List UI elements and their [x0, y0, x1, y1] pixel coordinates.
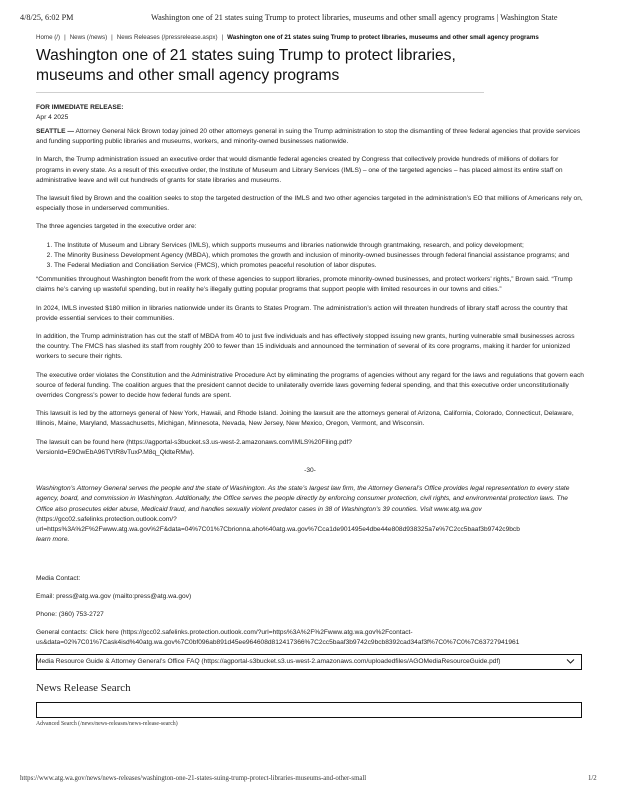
- search-section: [36, 0, 582, 800]
- about-text: Washington’s Attorney General serves the people and the state of Washington. As the state’s largest law firm, the Attorney General’s Office provides legal representation to every state agency, board, and commission in Washington. Additionally, the Office serves the people directly by enforcing consumer protection, civil rights, and environmental protection laws. The Office also prosecutes elder abuse, Medicaid fraud, and handles sexually violent predator cases in 38 of Washington’s 39 counties.: [36, 485, 570, 513]
- news-search-input[interactable]: [36, 702, 582, 718]
- print-datetime: 4/8/25, 6:02 PM: [20, 13, 74, 22]
- paragraph: The executive order violates the Constitution and the Administrative Procedure Act by eliminating the programs of agencies without any regard for the laws and regulations that govern each source of federal funding. The coalition argues that the president cannot decide to unilaterally override laws governing federal spending, and that this executive order unconstitutionally overrides Congress’s power to decide how federal funds are spent.: [36, 371, 584, 400]
- chevron-down-icon: [566, 657, 575, 667]
- paragraph: The three agencies targeted in the executive order are:: [36, 223, 197, 231]
- release-date: Apr 4 2025: [36, 114, 69, 121]
- media-email[interactable]: Email: press@atg.wa.gov (mailto:press@atg.wa.gov): [36, 592, 192, 600]
- breadcrumb-news[interactable]: News (/news): [69, 34, 108, 41]
- dateline: SEATTLE —: [36, 128, 74, 135]
- list-item: 2. The Minority Business Development Agency (MBDA), which promotes the growth and inclusion of minority-owned businesses through federal financial assistance programs; and: [54, 251, 584, 261]
- media-resource-guide-link[interactable]: Media Resource Guide & Attorney General’s Office FAQ (https://agportal-s3bucket.s3.us-west-2.amazonaws.com/uploadedfiles/AGOMediaResourceGuide.pdf): [36, 657, 501, 665]
- advanced-search-link[interactable]: Advanced Search (/news/news-releases/news-release-search): [36, 721, 178, 727]
- media-contact-label: Media Contact:: [36, 574, 81, 582]
- release-label: FOR IMMEDIATE RELEASE:: [36, 104, 124, 111]
- paragraph: The lawsuit filed by Brown and the coalition seeks to stop the targeted destruction of the IMLS and two other agencies targeted in the administration’s EO that millions of Americans rely on, especially those in underserved communities.: [36, 195, 583, 213]
- news-release-search-title: News Release Search: [36, 682, 131, 694]
- breadcrumb-separator: |: [64, 34, 66, 41]
- breadcrumb-separator: |: [111, 34, 113, 41]
- about-link-line2[interactable]: url=https%3A%2F%2Fwww.atg.wa.gov%2F&data=04%7C01%7Cbrionna.aho%40atg.wa.gov%7Cca1de901495e4dbe44e808d938325a7e%7C2cc5baaf3b9742c9bcb: [36, 526, 520, 534]
- list-item: 1. The Institute of Museum and Library Services (IMLS), which supports museums and libraries nationwide through grantmaking, research, and policy development;: [54, 241, 584, 251]
- lawsuit-link-line1: The lawsuit can be found here (https://agportal-s3bucket.s3.us-west-2.amazonaws.com/IMLS%20Filing.pdf?: [36, 438, 352, 446]
- media-phone: Phone: (360) 753-2727: [36, 610, 104, 618]
- paragraph: In March, the Trump administration issued an executive order that would dismantle federal agencies created by Congress that collectively provide hundreds of millions of dollars for programs in every state. As a result of this executive order, the Institute of Museum and Library Services (IMLS) – one of the targeted agencies – has placed almost its entire staff on administrative leave and will cut hundreds of grants for state libraries and museums.: [36, 156, 563, 184]
- print-page-title: Washington one of 21 states suing Trump to protect libraries, museums and other small agency programs | Washington State: [151, 13, 558, 22]
- breadcrumb-separator: |: [221, 34, 224, 41]
- breadcrumb-news-releases[interactable]: News Releases (/pressrelease.aspx): [116, 34, 218, 41]
- lead-text: Attorney General Nick Brown today joined 20 other attorneys general in suing the Trump administration to stop the dismantling of three federal agencies that provide services and funding supporting public libraries and museums, workers, and minority-owned businesses nationwide.: [36, 128, 581, 146]
- about-link-line1[interactable]: (https://gcc02.safelinks.protection.outlook.com/?: [36, 515, 177, 523]
- general-contacts-line2[interactable]: us&data=02%7C01%7Cask4isd%40atg.wa.gov%7C0bf096ab891d45ee964608d812417366%7C2cc5baaf3b9742c9bcb8392cad34af3f%7C0%7C0%7C63727941961: [36, 639, 520, 647]
- paragraph: In 2024, IMLS invested $180 million in libraries nationwide under its Grants to States Program. The administration’s action will threaten hundreds of library staff across the country that provide essential services to their communities.: [36, 304, 568, 322]
- general-contacts-line1[interactable]: General contacts: Click here (https://gcc02.safelinks.protection.outlook.com/?url=https%3A%2F%2Fwww.atg.wa.gov%2Fcontact-: [36, 629, 413, 637]
- paragraph: This lawsuit is led by the attorneys general of New York, Hawaii, and Rhode Island. Joining the lawsuit are the attorneys general of Arizona, California, Colorado, Connecticut, Delaware, Illinois, Maine, Maryland, Massachusetts, Michigan, Minnesota, Nevada, New Jersey, New Mexico, Oregon, Vermont, and Wisconsin.: [36, 410, 574, 428]
- quote-paragraph: “Communities throughout Washington benefit from the work of these agencies to support libraries, promote minority-owned businesses, and protect workers’ rights,” Brown said. “Trump claims he’s carving up wasteful spending, but in reality he’s illegally gutting popular programs that support people with limited resources in our towns and cities.”: [36, 276, 573, 294]
- breadcrumb-current: Washington one of 21 states suing Trump to protect libraries, museums and other small agency programs: [227, 34, 539, 41]
- print-page-number: 1/2: [588, 775, 597, 782]
- page-title: Washington one of 21 states suing Trump to protect libraries, museums and other small agency programs: [36, 47, 456, 84]
- end-mark: -30-: [304, 467, 316, 475]
- paragraph: In addition, the Trump administration has cut the staff of MBDA from 40 to just five individuals and has effectively stopped issuing new grants, hurting vulnerable small businesses across the country. The FMCS has slashed its staff from roughly 200 to fewer than 15 individuals and announced the termination of several of its core programs, making it harder for unionized workers to secure their rights.: [36, 333, 575, 361]
- breadcrumb-home[interactable]: Home (/): [36, 34, 61, 41]
- print-footer-url: https://www.atg.wa.gov/news/news-releases/washington-one-21-states-suing-trump-protect-libraries-museums-and-other-small: [20, 775, 367, 782]
- lawsuit-link-line2: VersionId=E9OwEbA96TVtR8vTuxP.M8q_QldteRMw).: [36, 448, 195, 456]
- learn-more-link[interactable]: learn more.: [36, 536, 70, 544]
- news-dropdown[interactable]: [36, 654, 582, 670]
- list-item: 3. The Federal Mediation and Conciliation Service (FMCS), which promotes peaceful resolution of labor disputes.: [54, 261, 584, 271]
- about-visit: Visit www.atg.wa.gov: [419, 505, 482, 513]
